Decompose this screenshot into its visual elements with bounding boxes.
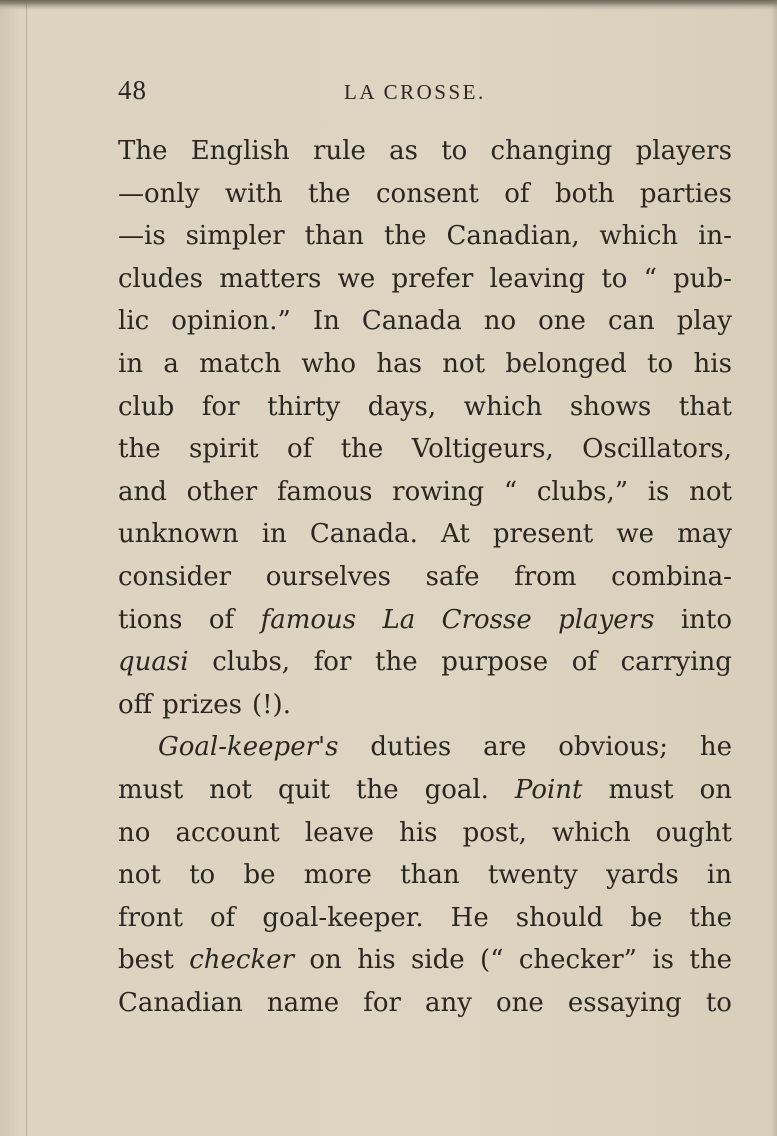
word: a: [163, 348, 179, 379]
word: The: [118, 136, 168, 166]
word: parties: [639, 178, 732, 209]
word: the: [375, 647, 418, 678]
word: English: [190, 136, 290, 166]
italic-word: quasi: [118, 647, 189, 678]
word: for: [201, 391, 240, 422]
word: any: [425, 987, 472, 1018]
word: which: [551, 817, 631, 848]
text-line: [118, 812, 732, 855]
word: can: [607, 306, 655, 337]
word: belonged: [505, 348, 627, 379]
word: no: [118, 817, 151, 848]
word: goal-keeper.: [262, 902, 424, 933]
word: to: [601, 263, 628, 294]
word: leaving: [489, 263, 586, 294]
word: Canadian,: [446, 221, 580, 252]
word: checker”: [518, 945, 637, 976]
word: may: [677, 519, 732, 550]
text-line: [118, 300, 732, 343]
word: safe: [425, 561, 480, 592]
word: shows: [569, 391, 652, 422]
word: not: [118, 860, 161, 891]
text-line: [118, 428, 732, 471]
text-line: [118, 556, 732, 599]
word: Oscillators,: [582, 434, 732, 465]
word: twenty: [487, 860, 578, 891]
word: “: [643, 263, 657, 294]
word: matters: [219, 263, 322, 294]
word: which: [463, 391, 543, 422]
word: his: [693, 348, 732, 379]
word: the: [307, 178, 351, 209]
word: than: [304, 221, 365, 252]
word: not: [442, 348, 486, 379]
word: Canada.: [309, 519, 418, 550]
text-line: [118, 897, 732, 940]
text-line: [118, 215, 732, 258]
word: to: [647, 348, 674, 379]
word: play: [676, 306, 732, 337]
word: is: [652, 945, 675, 976]
word: opinion.”: [171, 306, 291, 337]
word: in: [706, 860, 732, 891]
word: yards: [606, 860, 679, 891]
word: unknown: [118, 519, 239, 550]
italic-word: famous: [260, 604, 357, 635]
text-line: [118, 769, 732, 812]
word: “: [503, 476, 518, 507]
word: no: [483, 306, 517, 337]
word: must: [608, 774, 674, 805]
word: present: [492, 519, 594, 550]
word: not: [209, 774, 252, 805]
word: consent: [375, 178, 479, 209]
word: the: [356, 774, 399, 805]
word: (!).: [251, 689, 291, 720]
page-number: 48: [118, 75, 147, 105]
word: leave: [304, 817, 375, 848]
word: who: [301, 348, 357, 379]
page-top-edge: [0, 0, 777, 10]
text-line: [118, 599, 732, 642]
word: rowing: [392, 476, 485, 507]
word: has: [376, 348, 422, 379]
word: lic: [118, 306, 150, 337]
word: the: [689, 902, 732, 933]
word: match: [199, 348, 282, 379]
word: to: [189, 860, 216, 891]
word: one: [496, 987, 544, 1018]
word: club: [118, 391, 175, 422]
word: purpose: [441, 647, 549, 678]
text-line: [118, 939, 732, 982]
word: simpler: [185, 221, 285, 252]
italic-word: Crosse: [441, 604, 532, 635]
word: duties: [370, 732, 452, 763]
word: changing: [490, 136, 613, 166]
word: he: [699, 732, 732, 763]
page-left-fold: [26, 0, 27, 1136]
word: should: [515, 902, 604, 933]
word: with: [224, 178, 283, 209]
word: pub-: [673, 263, 732, 294]
word: than: [400, 860, 460, 891]
word: ought: [655, 817, 732, 848]
word: of: [209, 902, 236, 933]
word: the: [118, 434, 161, 465]
word: prefer: [391, 263, 474, 294]
running-head: LA CROSSE.: [344, 80, 486, 104]
word: for: [363, 987, 401, 1018]
word: tions: [118, 604, 183, 635]
word: in-: [698, 221, 732, 252]
word: the: [340, 434, 384, 465]
word: Canada: [361, 306, 462, 337]
word: ourselves: [265, 561, 391, 592]
word: In: [312, 306, 340, 337]
text-line: [118, 513, 732, 556]
word: post,: [462, 817, 527, 848]
word: is: [647, 476, 670, 507]
word: clubs,: [212, 647, 291, 678]
word: days,: [367, 391, 437, 422]
word: to: [441, 136, 468, 166]
word: as: [389, 136, 418, 166]
word: obvious;: [558, 732, 669, 763]
text-line: [118, 130, 732, 173]
word: in: [261, 519, 287, 550]
word: on: [699, 774, 732, 805]
text-line: [118, 982, 732, 1025]
page-right-edge: [771, 0, 777, 1136]
word: one: [538, 306, 586, 337]
word: name: [266, 987, 340, 1018]
word: more: [303, 860, 372, 891]
word: carrying: [620, 647, 732, 678]
word: side: [410, 945, 465, 976]
word: of: [287, 434, 313, 465]
body-text: [118, 130, 732, 1024]
word: not: [689, 476, 732, 507]
word: we: [616, 519, 654, 550]
word: consider: [118, 561, 232, 592]
word: of: [504, 178, 530, 209]
text-line: [118, 258, 732, 301]
word: essaying: [567, 987, 682, 1018]
text-line: [118, 471, 732, 514]
word: be: [630, 902, 663, 933]
word: best: [118, 945, 174, 976]
word: that: [678, 391, 732, 422]
word: on: [309, 945, 342, 976]
word: goal.: [424, 774, 489, 805]
italic-word: Point: [514, 774, 583, 805]
word: front: [118, 902, 183, 933]
word: of: [208, 604, 235, 635]
word: —is: [118, 221, 166, 252]
text-line: [118, 684, 732, 727]
word: from: [514, 561, 577, 592]
word: thirty: [267, 391, 341, 422]
italic-word: La: [382, 604, 416, 635]
word: which: [599, 221, 679, 252]
text-line: [118, 343, 732, 386]
word: his: [399, 817, 438, 848]
word: off: [118, 689, 153, 720]
page-header: [118, 72, 730, 108]
word: other: [186, 476, 258, 507]
italic-word: checker: [189, 945, 295, 976]
word: famous: [276, 476, 373, 507]
text-line: [118, 386, 732, 429]
word: to: [705, 987, 732, 1018]
word: be: [243, 860, 276, 891]
word: both: [554, 178, 615, 209]
word: his: [357, 945, 396, 976]
word: (“: [480, 945, 504, 976]
word: account: [175, 817, 280, 848]
word: At: [441, 519, 470, 550]
word: are: [483, 732, 527, 763]
word: prizes: [162, 689, 242, 720]
word: of: [571, 647, 597, 678]
word: for: [313, 647, 352, 678]
word: the: [383, 221, 427, 252]
word: clubs,”: [536, 476, 629, 507]
word: spirit: [189, 434, 259, 465]
text-line: [118, 173, 732, 216]
word: must: [118, 774, 184, 805]
word: cludes: [118, 263, 203, 294]
word: Canadian: [118, 987, 243, 1018]
italic-word: players: [558, 604, 655, 635]
word: rule: [313, 136, 366, 166]
text-line: [118, 854, 732, 897]
word: combina-: [611, 561, 732, 592]
italic-word: Goal-keeper's: [158, 732, 339, 763]
text-line: [118, 641, 732, 684]
word: the: [689, 945, 732, 976]
word: quit: [277, 774, 331, 805]
word: into: [680, 604, 732, 635]
word: and: [118, 476, 167, 507]
word: we: [337, 263, 376, 294]
word: in: [118, 348, 144, 379]
word: He: [450, 902, 489, 933]
word: —only: [118, 178, 200, 209]
word: Voltigeurs,: [411, 434, 554, 465]
text-line: [118, 726, 732, 769]
word: players: [635, 136, 732, 166]
